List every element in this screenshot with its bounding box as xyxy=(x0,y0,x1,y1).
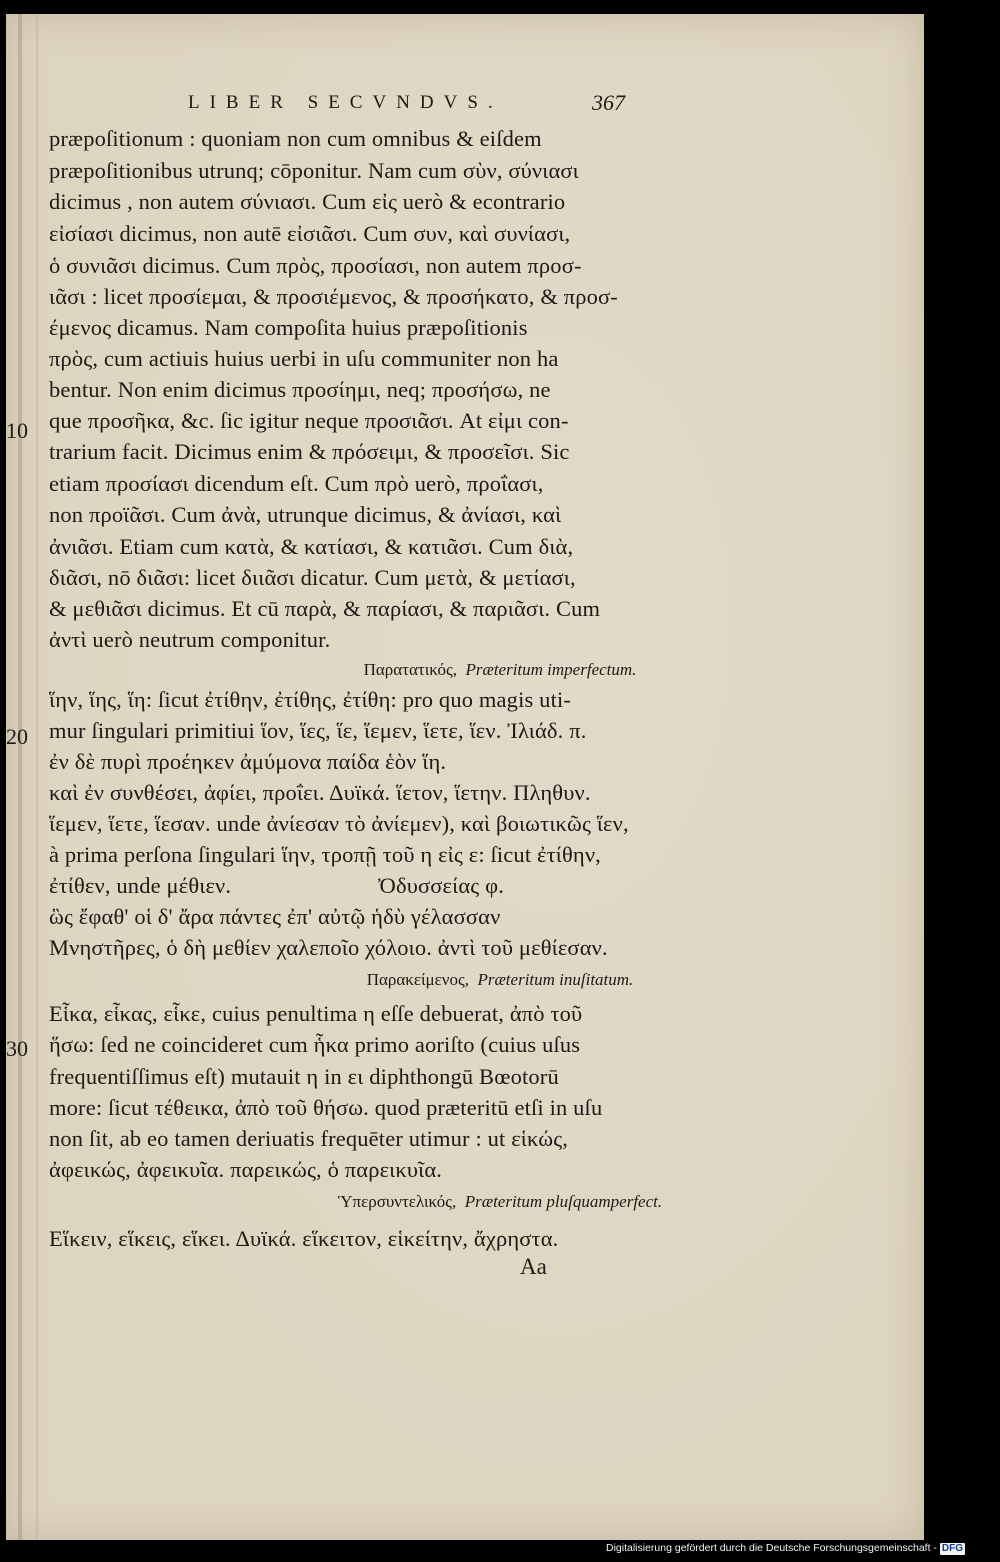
section-caption-perfect xyxy=(0,970,1000,990)
section-caption-pluperfect xyxy=(0,1192,1000,1212)
text-line: Εἵκειν, εἵκεις, εἵκει. Δυϊκά. εἵκειτον, εἱκείτην, ἄχρηστα. xyxy=(49,1226,559,1251)
margin-line-number: 30 xyxy=(6,1036,28,1061)
text-line: ὣς ἔφαθ' οἱ δ' ἄρα πάντες ἐπ' αὐτῷ ἡδὺ γέλασσαν xyxy=(49,904,501,929)
text-line: mur ſingulari primitiui ἵον, ἵες, ἵε, ἵεμεν, ἵετε, ἵεν. Ἰλιάδ. π. xyxy=(49,718,587,743)
caption-greek: Παρατατικός, xyxy=(363,660,457,679)
margin-line-number: 10 xyxy=(6,418,28,443)
text-line: etiam προσίασι dicendum eſt. Cum πρὸ uerò, προΐασι, xyxy=(49,471,544,496)
text-line: διᾶσι, nō διᾶσι: licet διιᾶσι dicatur. Cum μετὰ, & μετίασι, xyxy=(49,565,576,590)
page-edge-shadow-inner xyxy=(36,14,38,1540)
caption-greek: Παρακείμενος, xyxy=(366,970,469,989)
signature-mark: Aa xyxy=(520,1254,547,1279)
text-line: more: ſicut τέθεικα, ἀπὸ τοῦ θήσω. quod præteritū etſi in uſu xyxy=(49,1095,603,1120)
text-line: que προσῆκα, &c. ſic igitur neque προσιᾶσι. At εἰμι con- xyxy=(49,408,569,433)
caption-greek: Ὑπερσυντελικός, xyxy=(337,1192,457,1211)
text-line: ὁ συνιᾶσι dicimus. Cum πρὸς, προσίασι, non autem προσ- xyxy=(49,253,582,278)
margin-line-number: 20 xyxy=(6,724,28,749)
text-line: dicimus , non autem σύνιασι. Cum εἰς uerò & econtrario xyxy=(49,189,566,214)
text-line: non προϊᾶσι. Cum ἀνὰ, utrunque dicimus, & ἀνίασι, καὶ xyxy=(49,502,562,527)
text-line: bentur. Non enim dicimus προσίημι, neq; προσήσω, ne xyxy=(49,377,551,402)
text-line: præpoſitionibus utrunq; cōponitur. Nam cum σὺν, σύνιασι xyxy=(49,158,579,183)
section-caption-imperfect xyxy=(0,660,1000,680)
dfg-logo: DFG xyxy=(941,1543,964,1554)
text-line: trarium facit. Dicimus enim & πρόσειμι, & προσεῖσι. Sic xyxy=(49,439,570,464)
text-line: ἀφεικώς, ἀφεικυῖα. παρεικώς, ὁ παρεικυῖα. xyxy=(49,1157,443,1182)
text-line: καὶ ἐν συνθέσει, ἀφίει, προΐει. Δυϊκά. ἵετον, ἵετην. Πληθυν. xyxy=(49,780,591,805)
page-edge-shadow xyxy=(18,14,22,1540)
text-line: ἵεμεν, ἵετε, ἵεσαν. unde ἀνίεσαν τὸ ἀνίεμεν), καὶ βοιωτικῶς ἵεν, xyxy=(49,811,629,836)
caption-latin: Præteritum pluſquamperfect. xyxy=(464,1192,663,1211)
running-title: LIBER SECVNDVS. xyxy=(188,92,503,113)
text-line: non ſit, ab eo tamen deriuatis frequēter utimur : ut εἱκώς, xyxy=(49,1126,569,1151)
text-line: ἀνιᾶσι. Etiam cum κατὰ, & κατίασι, & κατιᾶσι. Cum διὰ, xyxy=(49,534,574,559)
page-number: 367 xyxy=(592,90,625,115)
caption-latin: Præteritum imperfectum. xyxy=(465,660,637,679)
text-line: ἀντὶ uerò neutrum componitur. xyxy=(49,627,331,652)
digitization-footer xyxy=(606,1542,965,1555)
text-line: ιᾶσι : licet προσίεμαι, & προσιέμενος, & προσήκατο, & προσ- xyxy=(49,284,618,309)
text-line: πρὸς, cum actiuis huius uerbi in uſu communiter non ha xyxy=(49,346,559,371)
text-line: à prima perſona ſingulari ἵην, τροπῇ τοῦ η εἰς ε: ſicut ἐτίθην, xyxy=(49,842,601,867)
text-line: ἵην, ἵης, ἵη: ſicut ἐτίθην, ἐτίθης, ἐτίθη: pro quo magis uti- xyxy=(49,687,572,712)
text-line: εἰσίασι dicimus, non autē εἰσιᾶσι. Cum συν, καὶ συνίασι, xyxy=(49,221,571,246)
text-line: præpoſitionum : quoniam non cum omnibus & eiſdem xyxy=(49,126,542,151)
text-line: ἥσω: ſed ne coincideret cum ἧκα primo aoriſto (cuius uſus xyxy=(49,1032,581,1057)
footer-text: Digitalisierung gefördert durch die Deutsche Forschungsgemeinschaft - xyxy=(606,1542,937,1554)
text-line: ἐτίθεν, unde μέθιεν. xyxy=(49,873,232,898)
text-line: έμενος dicamus. Nam compoſita huius præpoſitionis xyxy=(49,315,528,340)
text-line: ἐν δὲ πυρὶ προέηκεν ἀμύμονα παίδα ἑὸν ἵη. xyxy=(49,749,447,774)
text-line: frequentiſſimus eſt) mutauit η in ει diphthongū Bœotorū xyxy=(49,1064,559,1089)
text-line: Εἷκα, εἷκας, εἷκε, cuius penultima η eſſe debuerat, ἀπὸ τοῦ xyxy=(49,1001,583,1026)
caption-latin: Præteritum inuſitatum. xyxy=(477,970,634,989)
text-line: & μεθιᾶσι dicimus. Et cū παρὰ, & παρίασι, & παριᾶσι. Cum xyxy=(49,596,601,621)
odyssey-reference: Ὀδυσσείας φ. xyxy=(378,873,505,898)
text-line: Μνηστῆρες, ὁ δὴ μεθίεν χαλεποῖο χόλοιο. ἀντὶ τοῦ μεθίεσαν. xyxy=(49,935,608,960)
